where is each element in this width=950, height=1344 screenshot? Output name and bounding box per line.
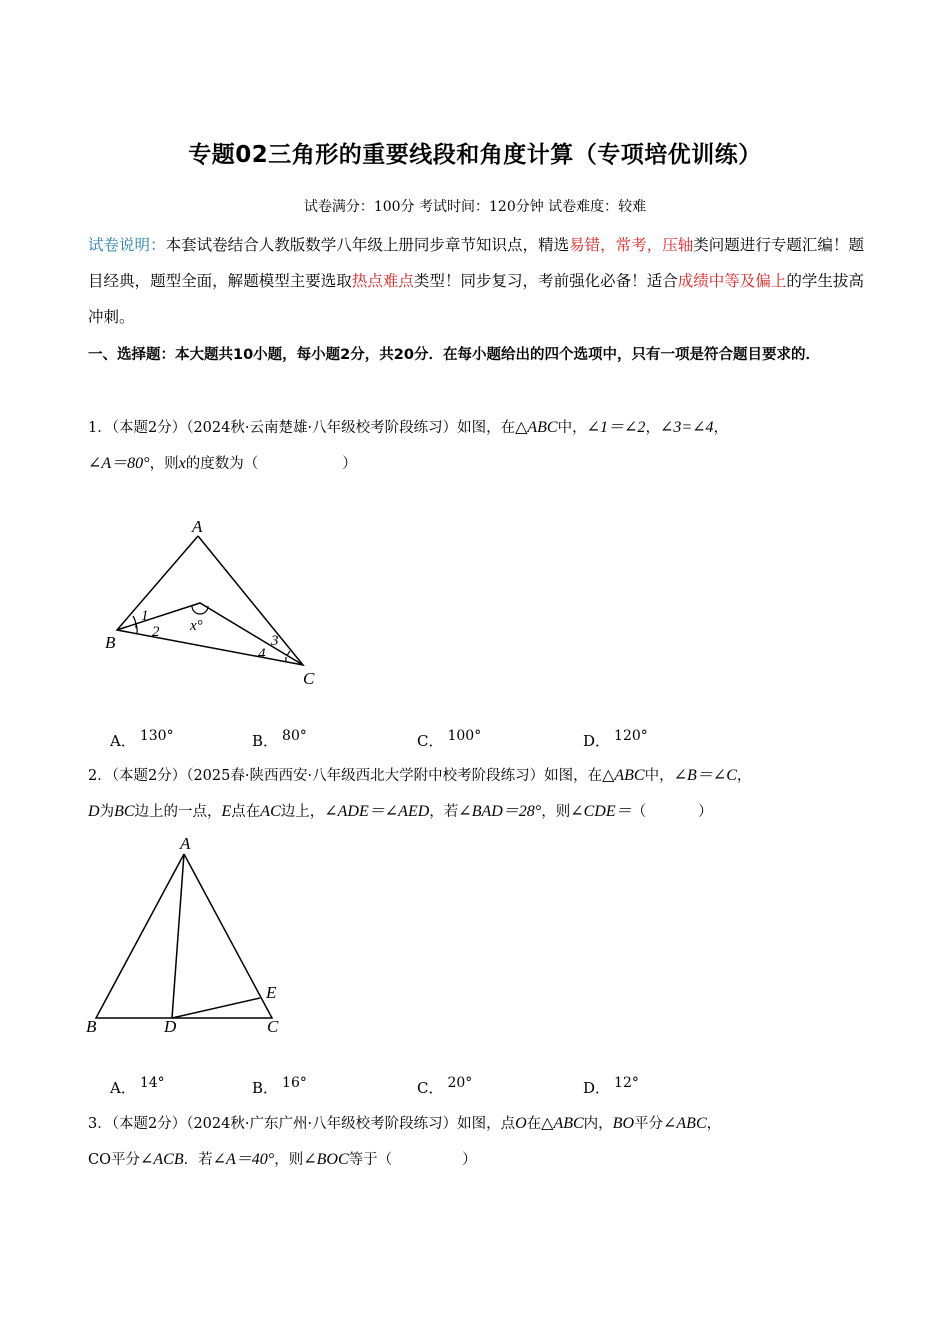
vertex-b-label: B: [105, 633, 116, 652]
math-expression: △ABC: [541, 1115, 584, 1132]
option-value: 12°: [614, 1075, 639, 1091]
question-text: ，若: [429, 804, 459, 820]
math-expression: ∠BAD＝28°: [458, 803, 542, 820]
question-text: 的度数为（: [185, 456, 259, 472]
question-3: [88, 1106, 878, 1178]
option-value: 120°: [614, 728, 648, 744]
figure-q2-triangle: [80, 832, 295, 1042]
section-heading: 一、选择题：本大题共10小题，每小题2分，共20分．在每小题给出的四个选项中，只有一项是符合题目要求的．: [88, 347, 820, 363]
option-value: 16°: [282, 1075, 307, 1091]
question-text: （本题2分）（2025春·陕西西安·八年级西北大学附中校考阶段练习）如图，在: [111, 768, 603, 784]
math-expression: BO: [612, 1115, 634, 1132]
point-e-label: E: [266, 983, 277, 1002]
math-expression: ∠A＝40°: [212, 1151, 275, 1168]
question-text: 边上的一点，: [134, 804, 222, 820]
question-text: ，则: [149, 456, 179, 472]
option-letter: A．: [110, 732, 136, 750]
q1-option-d[interactable]: [583, 730, 648, 751]
question-number: 1．: [88, 420, 112, 436]
q2-option-a[interactable]: [110, 1077, 165, 1098]
math-expression: CO: [88, 1152, 111, 1168]
angle-3-arc: [287, 651, 290, 656]
option-value: 130°: [139, 728, 174, 744]
math-expression: ∠ACB: [139, 1151, 184, 1168]
math-expression: ∠A＝80°: [88, 455, 150, 472]
math-expression: BC: [114, 803, 135, 820]
option-value: 100°: [447, 728, 482, 744]
segment-ad: [172, 854, 184, 1018]
angle-2-label: 2: [152, 624, 160, 640]
question-text: ，: [713, 420, 729, 436]
question-text: 等于（: [348, 1152, 393, 1168]
math-expression: △ABC: [515, 419, 558, 436]
math-expression: ∠1＝∠2: [586, 419, 646, 436]
vertex-a-label: A: [192, 517, 203, 536]
highlight-text: 热点难点: [351, 272, 414, 290]
vertex-b-label: B: [86, 1017, 97, 1036]
question-text: 在: [526, 1116, 542, 1132]
q2-option-b[interactable]: [252, 1077, 307, 1098]
angle-3-label: 3: [271, 633, 279, 649]
highlight-text: 成绩中等及偏上: [677, 272, 787, 290]
question-text: 为: [99, 804, 115, 820]
description-text: 的学生拔高冲刺。: [88, 272, 864, 326]
question-text: ，: [645, 420, 660, 436]
option-letter: B．: [252, 732, 279, 750]
question-text: 平分: [110, 1152, 140, 1168]
angle-4-label: 4: [258, 646, 266, 662]
point-d-label: D: [164, 1017, 177, 1036]
question-text: （本题2分）（2024秋·云南楚雄·八年级校考阶段练习）如图，在: [111, 420, 516, 436]
question-text: ）: [342, 456, 357, 472]
angle-1-label: 1: [141, 608, 149, 624]
vertex-c-label: C: [303, 669, 315, 688]
option-letter: C．: [417, 732, 444, 750]
question-text: 点在: [231, 804, 261, 820]
math-expression: ∠BOC: [303, 1151, 349, 1168]
exam-meta: 试卷满分：100分 考试时间：120分钟 试卷难度：较难: [303, 199, 647, 215]
option-letter: C．: [417, 1079, 444, 1097]
math-expression: ∠B＝∠C: [673, 767, 737, 784]
question-number: 2．: [88, 768, 112, 784]
math-expression: x: [178, 455, 186, 472]
math-expression: AC: [260, 803, 281, 820]
math-expression: ∠ADE＝∠AED: [324, 803, 430, 820]
math-expression: ∠3=∠4: [659, 419, 714, 436]
question-text: 中，: [644, 768, 674, 784]
question-text: ，则: [274, 1152, 304, 1168]
option-letter: D．: [583, 732, 611, 750]
angle-x-label: x°: [190, 618, 203, 634]
triangle-abc: [96, 854, 272, 1018]
q2-option-c[interactable]: [417, 1077, 472, 1098]
angle-2-arc: [136, 624, 137, 633]
angle-1-arc: [133, 616, 136, 628]
option-value: 80°: [282, 728, 307, 744]
option-value: 14°: [139, 1075, 165, 1091]
question-text: ，则: [541, 804, 571, 820]
math-expression: ∠ABC: [663, 1115, 707, 1132]
exam-description: [88, 227, 864, 335]
q1-option-c[interactable]: [417, 730, 481, 751]
question-text: ）: [462, 1152, 477, 1168]
question-text: ．若: [183, 1152, 213, 1168]
question-1: [88, 410, 878, 482]
option-letter: D．: [583, 1079, 611, 1097]
description-text: 类问题进行专题汇编！题目经典，题型全面，解题模型主要选取: [88, 236, 864, 290]
question-text: 边上，: [280, 804, 325, 820]
option-letter: B．: [252, 1079, 279, 1097]
math-expression: ∠CDE＝: [570, 803, 632, 820]
question-text: 中，: [557, 420, 587, 436]
description-text: 类型！同步复习，考前强化必备！适合: [413, 272, 678, 290]
page-title: 专题02三角形的重要线段和角度计算（专项培优训练）: [188, 142, 762, 168]
vertex-c-label: C: [267, 1017, 279, 1036]
question-number: 3．: [88, 1116, 112, 1132]
q1-option-a[interactable]: [110, 730, 174, 751]
question-text: 平分: [634, 1116, 663, 1132]
math-expression: O: [515, 1115, 527, 1132]
figure-q1-triangle: [95, 508, 335, 698]
highlight-text: 易错，常考，压轴: [569, 236, 694, 254]
math-expression: D: [88, 803, 100, 820]
q1-option-b[interactable]: [252, 730, 307, 751]
question-text: （本题2分）（2024秋·广东广州·八年级校考阶段练习）如图，点: [111, 1116, 516, 1132]
question-text: （: [631, 804, 647, 820]
vertex-a-label: A: [180, 834, 191, 853]
option-value: 20°: [447, 1075, 473, 1091]
description-label: 试卷说明：: [88, 236, 166, 254]
description-text: 本套试卷结合人教版数学八年级上册同步章节知识点，精选: [165, 236, 570, 254]
math-expression: △ABC: [602, 767, 645, 784]
q2-option-d[interactable]: [583, 1077, 639, 1098]
math-expression: E: [221, 803, 232, 820]
question-text: ，: [706, 1116, 722, 1132]
option-letter: A．: [110, 1079, 136, 1097]
question-text: ）: [698, 804, 713, 820]
segment-de: [172, 998, 260, 1018]
question-text: 内，: [583, 1116, 613, 1132]
question-2: 2．（本题2分）（2025春·陕西西安·八年级西北大学附中校考阶段练习）如图，在△ABC中，∠B＝∠C， D为BC边上的一点，E点在AC边上，∠ADE＝∠AED，若∠BAD＝28°，则∠CDE＝（ ）: [88, 767, 752, 820]
